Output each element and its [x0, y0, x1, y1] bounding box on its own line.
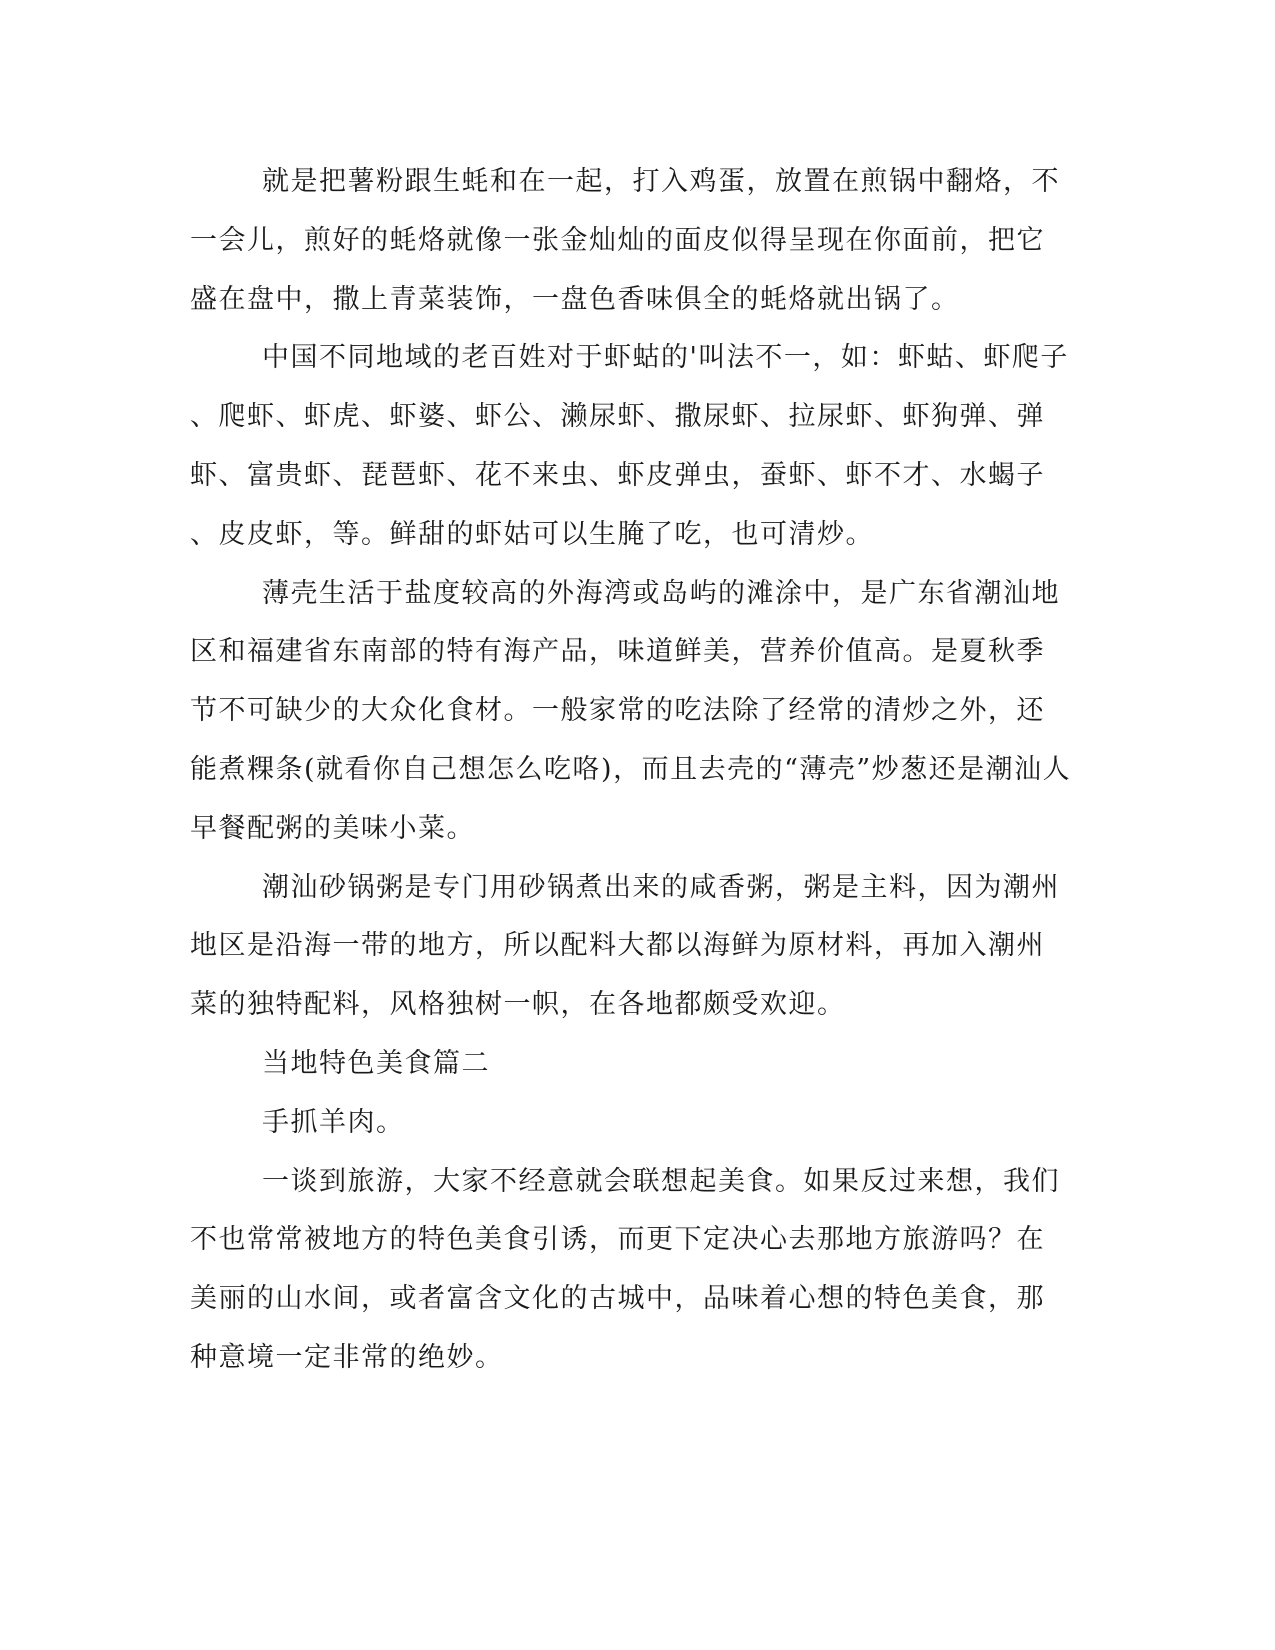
- paragraph-line: 节不可缺少的大众化食材。一般家常的吃法除了经常的清炒之外，还: [190, 695, 1045, 726]
- paragraph-line: 中国不同地域的老百姓对于虾蛄的'叫法不一，如：虾蛄、虾爬子: [262, 342, 1069, 373]
- section-heading: 当地特色美食篇二: [262, 1048, 490, 1079]
- paragraph-line: 薄壳生活于盐度较高的外海湾或岛屿的滩涂中，是广东省潮汕地: [262, 578, 1060, 609]
- paragraph-line: 潮汕砂锅粥是专门用砂锅煮出来的咸香粥，粥是主料，因为潮州: [262, 872, 1060, 903]
- paragraph-line: 能煮粿条(就看你自己想怎么吃咯)，而且去壳的“薄壳”炒葱还是潮汕人: [190, 754, 1072, 785]
- paragraph-line: 就是把薯粉跟生蚝和在一起，打入鸡蛋，放置在煎锅中翻烙，不: [262, 166, 1060, 197]
- paragraph-line: 一会儿，煎好的蚝烙就像一张金灿灿的面皮似得呈现在你面前，把它: [190, 225, 1045, 256]
- paragraph-line: 区和福建省东南部的特有海产品，味道鲜美，营养价值高。是夏秋季: [190, 636, 1045, 667]
- paragraph-line: 手抓羊肉。: [262, 1107, 405, 1138]
- paragraph-line: 地区是沿海一带的地方，所以配料大都以海鲜为原材料，再加入潮州: [190, 930, 1045, 961]
- paragraph-line: 、皮皮虾，等。鲜甜的虾姑可以生腌了吃，也可清炒。: [190, 519, 874, 550]
- paragraph-line: 盛在盘中，撒上青菜装饰，一盘色香味俱全的蚝烙就出锅了。: [190, 284, 960, 315]
- paragraph-line: 、爬虾、虾虎、虾婆、虾公、濑尿虾、撒尿虾、拉尿虾、虾狗弹、弹: [190, 401, 1045, 432]
- paragraph-line: 早餐配粥的美味小菜。: [190, 813, 475, 844]
- paragraph-line: 不也常常被地方的特色美食引诱，而更下定决心去那地方旅游吗？在: [190, 1224, 1045, 1255]
- paragraph-line: 种意境一定非常的绝妙。: [190, 1342, 504, 1373]
- paragraph-line: 一谈到旅游，大家不经意就会联想起美食。如果反过来想，我们: [262, 1166, 1060, 1197]
- paragraph-line: 菜的独特配料，风格独树一帜，在各地都颇受欢迎。: [190, 989, 846, 1020]
- paragraph-line: 虾、富贵虾、琵琶虾、花不来虫、虾皮弹虫，蚕虾、虾不才、水蝎子: [190, 460, 1045, 491]
- paragraph-line: 美丽的山水间，或者富含文化的古城中，品味着心想的特色美食，那: [190, 1283, 1045, 1314]
